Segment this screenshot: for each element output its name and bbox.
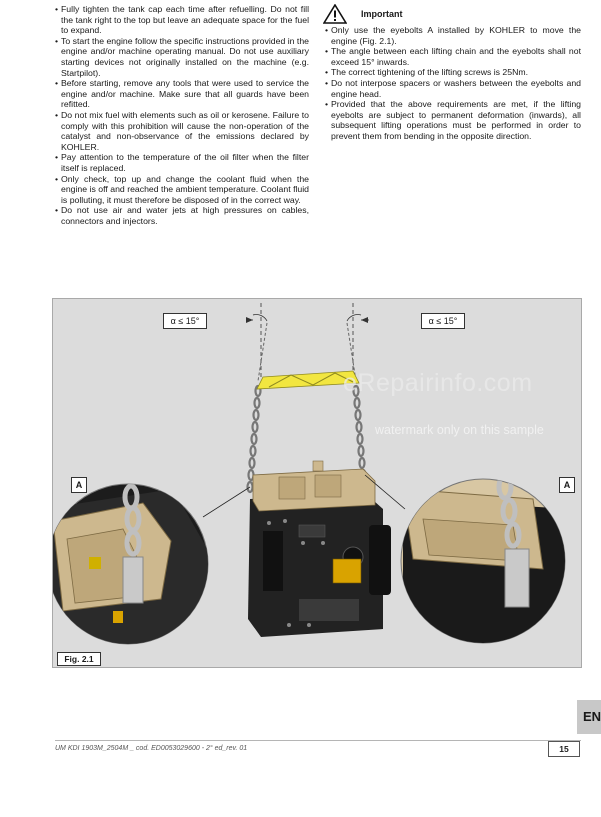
footer-doc-code: UM KDI 1903M_2504M _ cod. ED0053029600 - 2° ed_rev. 01	[55, 745, 248, 752]
bullet-item: • The correct tightening of the lifting screws is 25Nm.	[325, 67, 581, 78]
engine-lifting-illustration	[53, 299, 581, 667]
page-number: 15	[548, 741, 580, 757]
left-text-column	[55, 4, 309, 226]
bullet-item: • Fully tighten the tank cap each time after refuelling. Do not fill the tank right to the top but leave an adequate space for the fuel to expand.	[55, 4, 309, 36]
important-header	[325, 4, 581, 24]
watermark-main: eRepairinfo.com	[343, 369, 533, 397]
watermark-sub: watermark only on this sample	[375, 423, 544, 437]
bullet-item: • Only check, top up and change the coolant fluid when the engine is off and reached the ambient temperature. Coolant fluid is polluting, it must therefore be disposed of in the correct way.	[55, 174, 309, 206]
bullet-item: • Only use the eyebolts A installed by KOHLER to move the engine (Fig. 2.1).	[325, 25, 581, 46]
engine-illustration	[248, 461, 391, 637]
angle-arc-left	[253, 315, 267, 321]
bullet-item: • To start the engine follow the specific instructions provided in the engine and/or machine operating manual. Do not use auxiliary starting devices not originally installed on the machine (e.g. Startpilot).	[55, 36, 309, 78]
warning-triangle-icon	[323, 4, 347, 24]
angle-label-left: α ≤ 15°	[163, 313, 207, 329]
detail-view-right	[401, 476, 573, 649]
angle-label-right: α ≤ 15°	[421, 313, 465, 329]
angle-arc-right	[347, 315, 361, 321]
bullet-item: • Do not interpose spacers or washers between the eyebolts and engine head.	[325, 78, 581, 99]
callout-eyebolt-left: A	[71, 477, 87, 493]
bullet-item: • The angle between each lifting chain and the eyebolts shall not exceed 15° inwards.	[325, 46, 581, 67]
bullet-item: • Do not use air and water jets at high pressures on cables, connectors and injectors.	[55, 205, 309, 226]
detail-leader-left	[203, 487, 250, 517]
language-tab: EN	[577, 700, 601, 734]
figure-caption: Fig. 2.1	[57, 652, 101, 666]
callout-eyebolt-right: A	[559, 477, 575, 493]
bullet-item: • Pay attention to the temperature of the oil filter when the filter itself is replaced.	[55, 152, 309, 173]
lifting-chain-right	[354, 386, 366, 480]
detail-view-left	[53, 484, 213, 644]
footer-divider	[55, 740, 581, 741]
important-title: Important	[361, 8, 403, 19]
right-text-column	[325, 4, 581, 142]
bullet-item: • Provided that the above requirements are met, if the lifting eyebolts are subject to permanent deformation (inwards), all subsequent lifting operations must be performed in order to prevent them from bending in the opposite direction.	[325, 99, 581, 141]
figure-engine-lifting	[52, 298, 582, 668]
bullet-item: • Before starting, remove any tools that were used to service the engine and/or machine. Make sure that all guards have been refitted.	[55, 78, 309, 110]
bullet-item: • Do not mix fuel with elements such as oil or kerosene. Failure to comply with this prohibition will cause the non-operation of the catalyst and non-observance of the emissions declared by KOHLER.	[55, 110, 309, 152]
